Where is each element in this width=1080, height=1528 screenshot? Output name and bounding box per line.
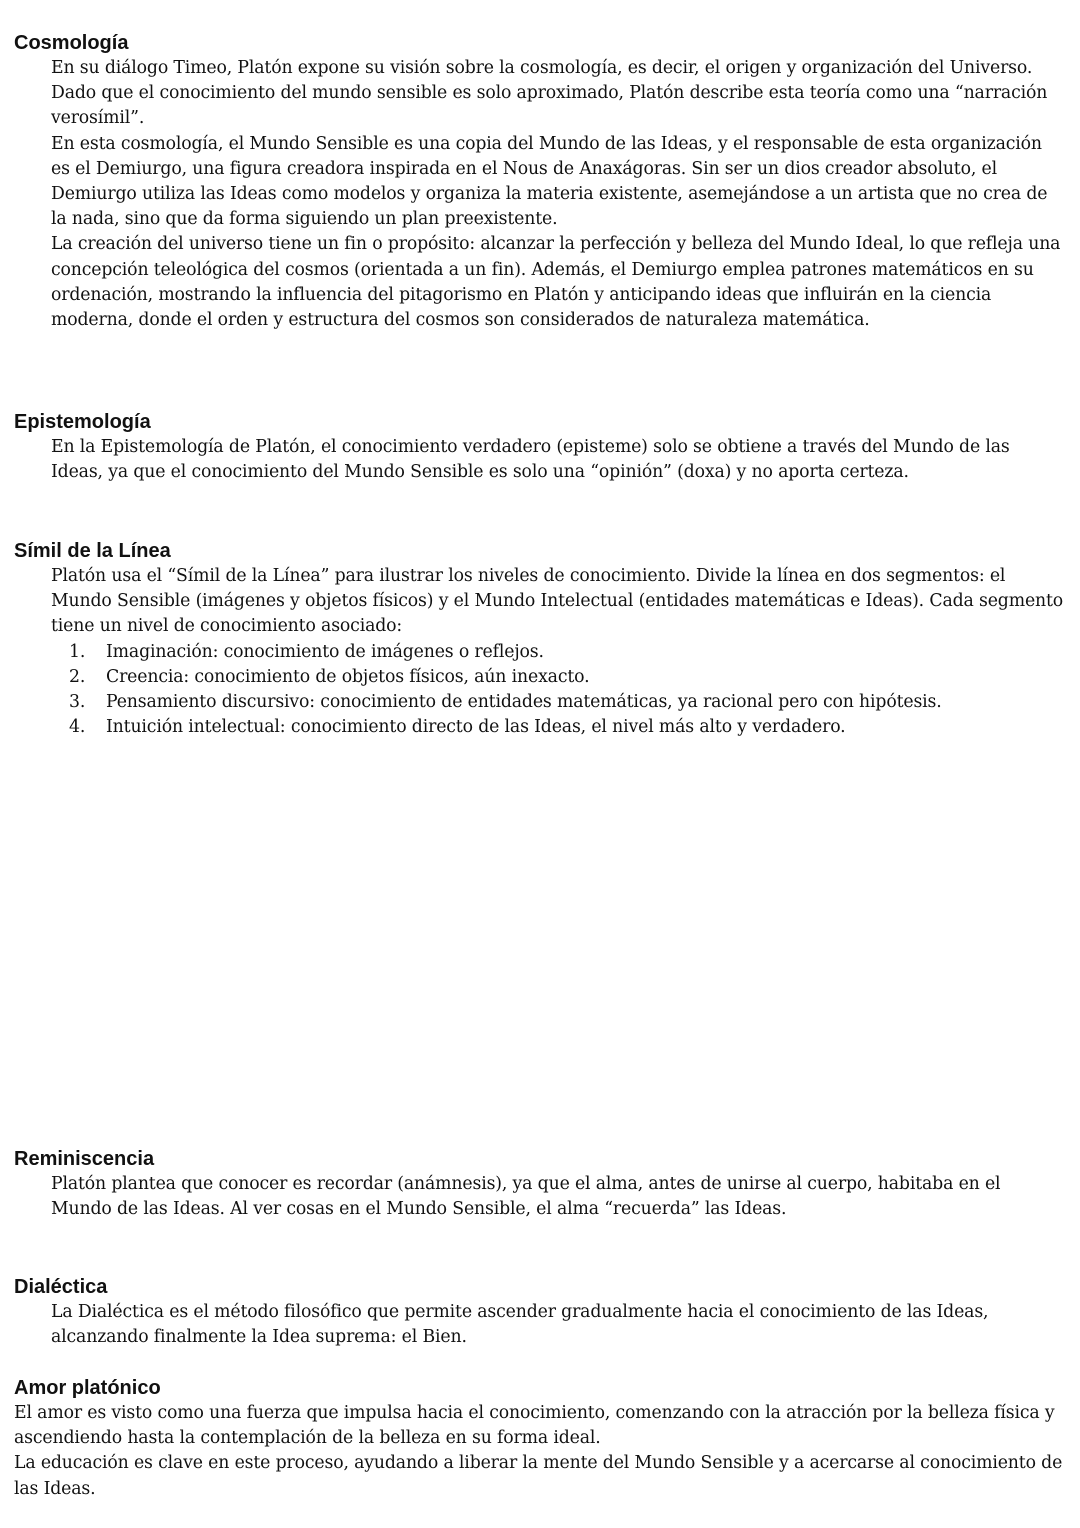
list-item-text: Intuición intelectual: conocimiento directo de las Ideas, el nivel más alto y verdadero.: [106, 717, 846, 738]
list-item-text: Pensamiento discursivo: conocimiento de entidades matemáticas, ya racional pero con hipótesis.: [106, 692, 942, 713]
knowledge-levels-list: [51, 640, 1064, 741]
section-reminiscencia: [14, 1147, 1064, 1222]
paragraph: Platón usa el “Símil de la Línea” para ilustrar los niveles de conocimiento. Divide la línea en dos segmentos: el Mundo Sensible (imágenes y objetos físicos) y el Mundo Intelectual (entidades matemáticas e Ideas). Cada segmento tiene un nivel de conocimiento asociado:: [51, 566, 1064, 637]
section-heading: Amor platónico: [14, 1377, 161, 1399]
section-heading: Símil de la Línea: [14, 540, 171, 562]
section-body: [14, 1300, 1064, 1350]
section-dialectica: [14, 1275, 1064, 1350]
paragraph: La Dialéctica es el método filosófico que permite ascender gradualmente hacia el conocimiento de las Ideas, alcanzando finalmente la Idea suprema: el Bien.: [51, 1302, 989, 1348]
section-body: [14, 1401, 1064, 1502]
list-item-number: 2.: [69, 666, 86, 687]
list-item: [51, 690, 1064, 715]
paragraph: El amor es visto como una fuerza que impulsa hacia el conocimiento, comenzando con la atracción por la belleza física y ascendiendo hasta la contemplación de la belleza en su forma ideal.: [14, 1403, 1055, 1449]
section-body: [14, 435, 1064, 485]
list-item-number: 1.: [69, 641, 86, 662]
paragraph: En la Epistemología de Platón, el conocimiento verdadero (episteme) solo se obtiene a través del Mundo de las Ideas, ya que el conocimiento del Mundo Sensible es solo una “opinión” (doxa) y no aporta certeza.: [51, 437, 1010, 483]
paragraph: En su diálogo Timeo, Platón expone su visión sobre la cosmología, es decir, el origen y organización del Universo. Dado que el conocimiento del mundo sensible es solo aproximado, Platón describe esta teoría como una “narración verosímil”.: [51, 58, 1048, 129]
paragraph: La educación es clave en este proceso, ayudando a liberar la mente del Mundo Sensible y a acercarse al conocimiento de las Ideas.: [14, 1453, 1063, 1499]
section-heading: Dialéctica: [14, 1276, 108, 1298]
paragraph: En esta cosmología, el Mundo Sensible es una copia del Mundo de las Ideas, y el responsable de esta organización es el Demiurgo, una figura creadora inspirada en el Nous de Anaxágoras. Sin ser un dios creador absoluto, el Demiurgo utiliza las Ideas como modelos y organiza la materia existente, asemejándose a un artista que no crea de la nada, sino que da forma siguiendo un plan preexistente.: [51, 133, 1048, 230]
section-heading: Cosmología: [14, 32, 129, 54]
section-cosmologia: [14, 31, 1064, 333]
paragraph: La creación del universo tiene un fin o propósito: alcanzar la perfección y belleza del Mundo Ideal, lo que refleja una concepción teleológica del cosmos (orientada a un fin). Además, el Demiurgo emplea patrones matemáticos en su ordenación, mostrando la influencia del pitagorismo en Platón y anticipando ideas que influirán en la ciencia moderna, donde el orden y estructura del cosmos son considerados de naturaleza matemática.: [51, 234, 1061, 331]
section-body: [14, 1172, 1064, 1222]
section-heading: Reminiscencia: [14, 1148, 155, 1170]
paragraph: Platón plantea que conocer es recordar (anámnesis), ya que el alma, antes de unirse al cuerpo, habitaba en el Mundo de las Ideas. Al ver cosas en el Mundo Sensible, el alma “recuerda” las Ideas.: [51, 1174, 1001, 1220]
list-item: [51, 665, 1064, 690]
section-body: [14, 56, 1064, 333]
section-epistemologia: [14, 410, 1064, 485]
list-item-number: 4.: [69, 717, 86, 738]
section-simil-de-la-linea: [14, 539, 1064, 740]
list-item-text: Creencia: conocimiento de objetos físicos, aún inexacto.: [106, 666, 590, 687]
section-heading: Epistemología: [14, 411, 151, 433]
list-item: [51, 715, 1064, 740]
list-item-text: Imaginación: conocimiento de imágenes o reflejos.: [106, 641, 544, 662]
list-item-number: 3.: [69, 692, 86, 713]
section-body: [14, 564, 1064, 740]
list-item: [51, 640, 1064, 665]
section-amor-platonico: [14, 1376, 1064, 1502]
